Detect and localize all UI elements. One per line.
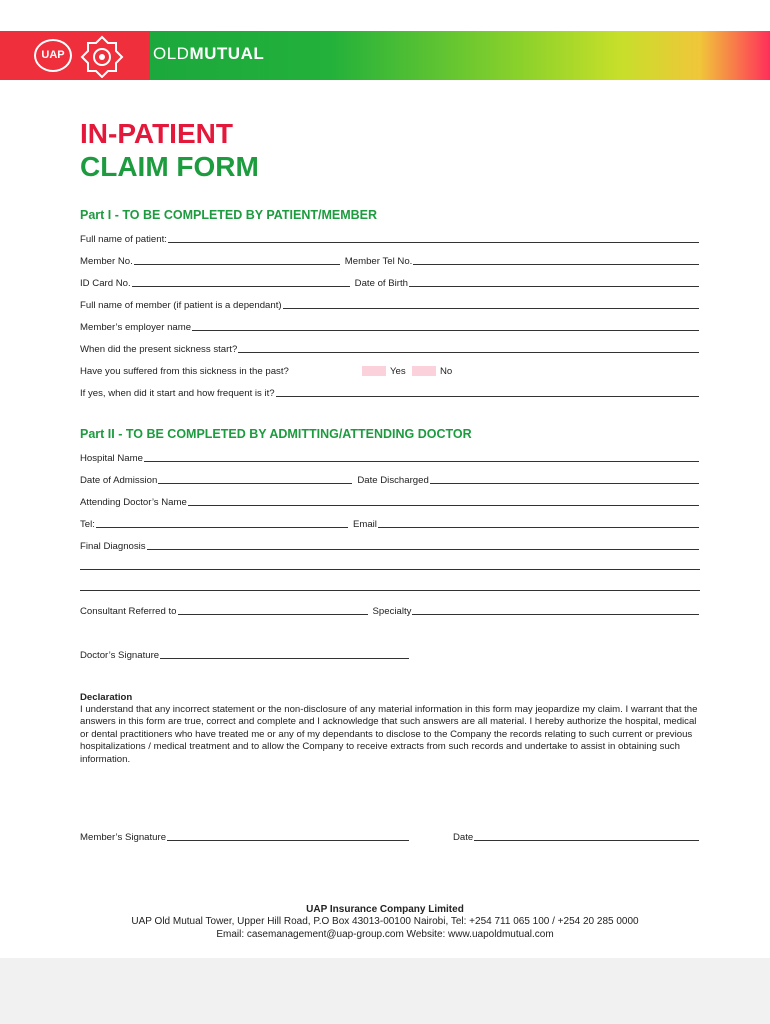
date-label: Date bbox=[453, 832, 474, 843]
consultant-line[interactable] bbox=[178, 614, 368, 615]
form-title-line1: IN-PATIENT bbox=[80, 118, 233, 149]
sickness-start-label: When did the present sickness start? bbox=[80, 344, 238, 355]
id-card-line[interactable] bbox=[132, 286, 350, 287]
diagnosis-label: Final Diagnosis bbox=[80, 541, 146, 552]
admission-label: Date of Admission bbox=[80, 475, 158, 486]
discharged-line[interactable] bbox=[430, 483, 699, 484]
declaration-heading: Declaration bbox=[80, 692, 133, 703]
tel-label: Tel: bbox=[80, 519, 95, 530]
footer-address: UAP Old Mutual Tower, Upper Hill Road, P.O Box 43013-00100 Nairobi, Tel: +254 711 065 100 / +254 20 285 0000 bbox=[131, 916, 639, 927]
member-name-label: Full name of member (if patient is a dependant) bbox=[80, 300, 282, 311]
diagnosis-field[interactable] bbox=[80, 538, 700, 552]
hospital-field[interactable] bbox=[80, 450, 700, 464]
member-name-line[interactable] bbox=[283, 308, 699, 309]
discharged-label: Date Discharged bbox=[357, 475, 429, 486]
doctor-name-label: Attending Doctor’s Name bbox=[80, 497, 187, 508]
tel-line[interactable] bbox=[96, 527, 348, 528]
yes-checkbox[interactable] bbox=[362, 366, 386, 376]
doctor-signature-field[interactable] bbox=[80, 647, 410, 661]
hospital-line[interactable] bbox=[144, 461, 699, 462]
diagnosis-line-3[interactable] bbox=[80, 590, 700, 591]
admission-line[interactable] bbox=[158, 483, 352, 484]
date-field[interactable] bbox=[453, 829, 700, 843]
admission-row bbox=[80, 472, 700, 486]
uap-logo: UAP bbox=[34, 39, 72, 72]
member-no-label: Member No. bbox=[80, 256, 133, 267]
suffered-past-row bbox=[80, 363, 700, 377]
sickness-start-line[interactable] bbox=[238, 352, 699, 353]
email-line[interactable] bbox=[378, 527, 699, 528]
patient-name-field[interactable] bbox=[80, 231, 700, 245]
part2-heading: Part II - TO BE COMPLETED BY ADMITTING/ATTENDING DOCTOR bbox=[80, 427, 472, 441]
no-label: No bbox=[440, 366, 453, 377]
email-label: Email bbox=[352, 519, 377, 530]
part1-heading: Part I - TO BE COMPLETED BY PATIENT/MEMBER bbox=[80, 208, 378, 222]
old-mutual-wordmark: OLDMUTUAL bbox=[153, 44, 265, 63]
member-no-row bbox=[80, 253, 700, 267]
if-yes-line[interactable] bbox=[276, 396, 699, 397]
form-title-line2: CLAIM FORM bbox=[80, 151, 259, 182]
member-no-line[interactable] bbox=[134, 264, 340, 265]
doctor-name-line[interactable] bbox=[188, 505, 699, 506]
date-line[interactable] bbox=[474, 840, 699, 841]
member-signature-field[interactable] bbox=[80, 829, 410, 843]
hospital-label: Hospital Name bbox=[80, 453, 143, 464]
doctor-name-field[interactable] bbox=[80, 494, 700, 508]
suffered-past-label: Have you suffered from this sickness in the past? bbox=[80, 366, 289, 377]
consultant-label: Consultant Referred to bbox=[80, 606, 177, 617]
patient-name-line[interactable] bbox=[168, 242, 699, 243]
specialty-label: Specialty bbox=[372, 606, 412, 617]
diagnosis-line-2[interactable] bbox=[80, 569, 700, 570]
consultant-row bbox=[80, 603, 700, 617]
no-checkbox[interactable] bbox=[412, 366, 436, 376]
footer-contact: Email: casemanagement@uap-group.com Website: www.uapoldmutual.com bbox=[216, 929, 554, 940]
declaration-text: I understand that any incorrect statement or the non-disclosure of any material information in this form may jeopardize my claim. I warrant that the answers in this form are true, correct and complete and I acknowledge that such answers are all material. I hereby authorize the hospital, medical or dental practitioners who have treated me or any of my dependants to disclose to the Company the records relating to such current or previous hospitalizations / medical treatment and to allow the Company to receive extracts from such records and undertake to assist in obtaining such information. bbox=[80, 704, 698, 765]
yes-label: Yes bbox=[390, 366, 406, 377]
id-card-row bbox=[80, 275, 700, 289]
diagnosis-line[interactable] bbox=[147, 549, 699, 550]
sickness-start-field[interactable] bbox=[80, 341, 700, 355]
member-tel-line[interactable] bbox=[413, 264, 699, 265]
member-signature-line[interactable] bbox=[167, 840, 409, 841]
doctor-signature-line[interactable] bbox=[160, 658, 409, 659]
member-name-field[interactable] bbox=[80, 297, 700, 311]
employer-field[interactable] bbox=[80, 319, 700, 333]
specialty-line[interactable] bbox=[412, 614, 699, 615]
tel-email-row bbox=[80, 516, 700, 530]
if-yes-field[interactable] bbox=[80, 385, 700, 399]
dob-label: Date of Birth bbox=[354, 278, 408, 289]
member-signature-label: Member’s Signature bbox=[80, 832, 167, 843]
patient-name-label: Full name of patient: bbox=[80, 234, 167, 245]
footer-company: UAP Insurance Company Limited bbox=[306, 904, 464, 915]
id-card-label: ID Card No. bbox=[80, 278, 131, 289]
member-tel-label: Member Tel No. bbox=[344, 256, 413, 267]
dob-line[interactable] bbox=[409, 286, 699, 287]
doctor-signature-label: Doctor’s Signature bbox=[80, 650, 160, 661]
employer-label: Member’s employer name bbox=[80, 322, 192, 333]
if-yes-label: If yes, when did it start and how frequent is it? bbox=[80, 388, 275, 399]
old-mutual-logo-icon bbox=[80, 35, 124, 78]
employer-line[interactable] bbox=[192, 330, 699, 331]
